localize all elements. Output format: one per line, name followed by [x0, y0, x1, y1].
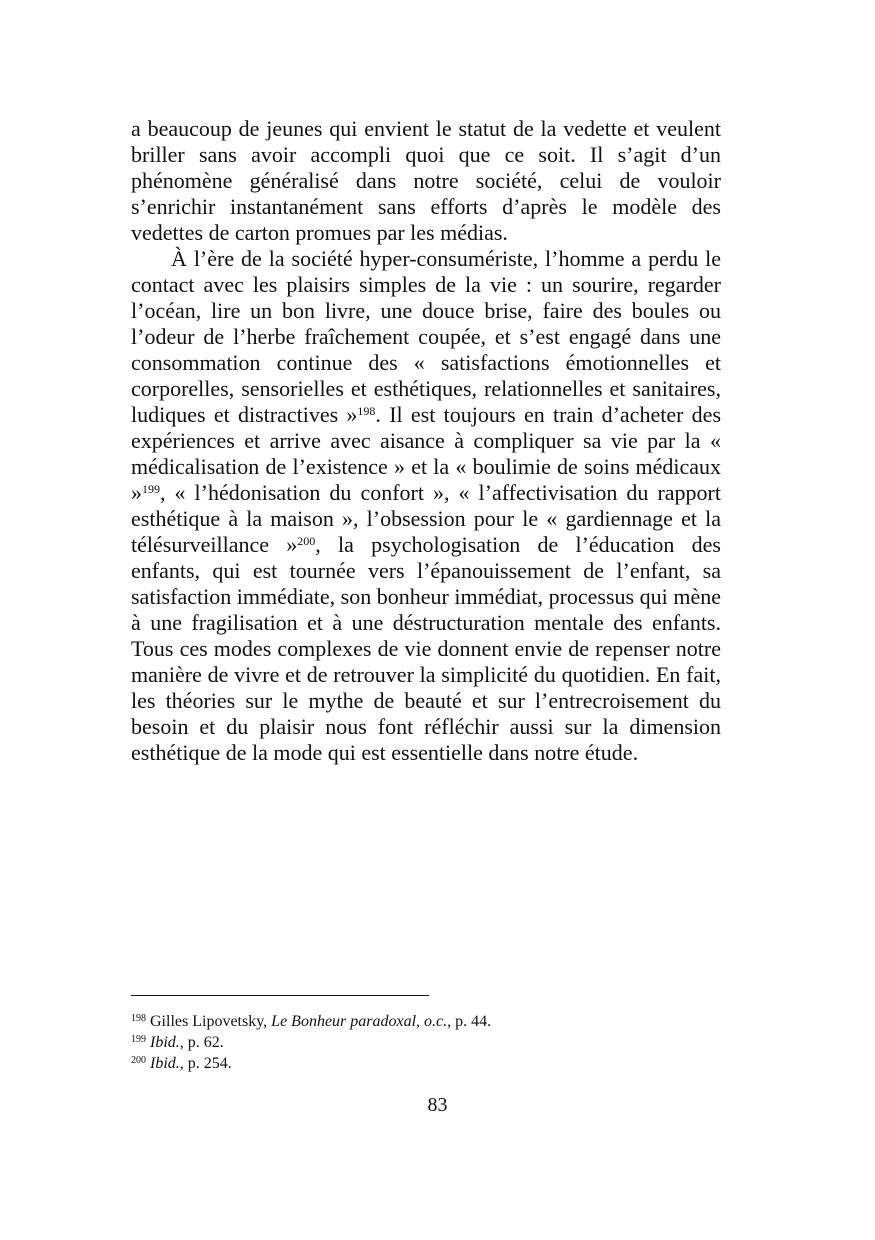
footnote-ibid: Ibid. [150, 1034, 180, 1051]
paragraph-2 [131, 246, 721, 766]
footnote-200 [131, 1053, 721, 1074]
footnote-title: Le Bonheur paradoxal [271, 1013, 417, 1030]
footnotes [131, 1011, 721, 1074]
footnote-ibid: Ibid. [150, 1055, 180, 1072]
footnote-page: , p. 254. [179, 1055, 232, 1072]
footnote-author: Gilles Lipovetsky, [150, 1013, 272, 1030]
footnote-separator-text: , [416, 1013, 425, 1030]
footnote-number: 199 [131, 1034, 146, 1045]
footnote-number: 200 [131, 1055, 146, 1066]
paragraph-2-segment-2: . Il est toujours en train d’acheter des expériences et arrive avec aisance à compliquer sa vie par la « médicalisation de l’existence » et la « boulimie de soins médicaux » [131, 402, 721, 505]
page-number: 83 [427, 1094, 448, 1116]
footnote-ref-198: 198 [357, 404, 376, 418]
footnote-ref-200: 200 [297, 534, 316, 548]
paragraph-2-segment-4: , la psychologisation de l’éducation des enfants, qui est tournée vers l’épanouissement de l’enfant, sa satisfaction immédiate, son bonheur immédiat, processus qui mène à une fragilisation et à une déstructuration mentale des enfants. Tous ces modes complexes de vie donnent envie de repenser notre manière de vivre et de retrouver la simplicité du quotidien. En fait, les théories sur le mythe de beauté et sur l’entrecroisement du besoin et du plaisir nous font réfléchir aussi sur la dimension esthétique de la mode qui est essentielle dans notre étude. [131, 532, 721, 765]
footnote-number: 198 [131, 1013, 146, 1024]
footnote-ref-199: 199 [142, 482, 160, 496]
footnote-page: , p. 44. [447, 1013, 492, 1030]
footnote-199 [131, 1032, 721, 1053]
footnote-198 [131, 1011, 721, 1032]
footnote-separator [131, 995, 429, 996]
body-text [131, 116, 721, 766]
footnote-page: , p. 62. [179, 1034, 224, 1051]
paragraph-2-segment-3: , « l’hédonisation du confort », « l’affectivisation du rapport esthétique à la maison », l’obsession pour le « gardiennage et la télésurveillance » [131, 480, 721, 557]
paragraph-1: a beaucoup de jeunes qui envient le statut de la vedette et veulent briller sans avoir accompli quoi que ce soit. Il s’agit d’un phénomène généralisé dans notre société, celui de vouloir s’enrichir instantanément sans efforts d’après le modèle des vedettes de carton promues par les médias. [131, 116, 721, 245]
paragraph-2-segment-1: À l’ère de la société hyper-consumériste, l’homme a perdu le contact avec les plaisirs simples de la vie : un sourire, regarder l’océan, lire un bon livre, une douce brise, faire des boules ou l’odeur de l’herbe fraîchement coupée, et s’est engagé dans une consommation continue des « satisfactions émotionnelles et corporelles, sensorielles et esthétiques, relationnelles et sanitaires, ludiques et distractives » [131, 246, 721, 427]
footnote-abbrev: o.c. [424, 1013, 448, 1030]
